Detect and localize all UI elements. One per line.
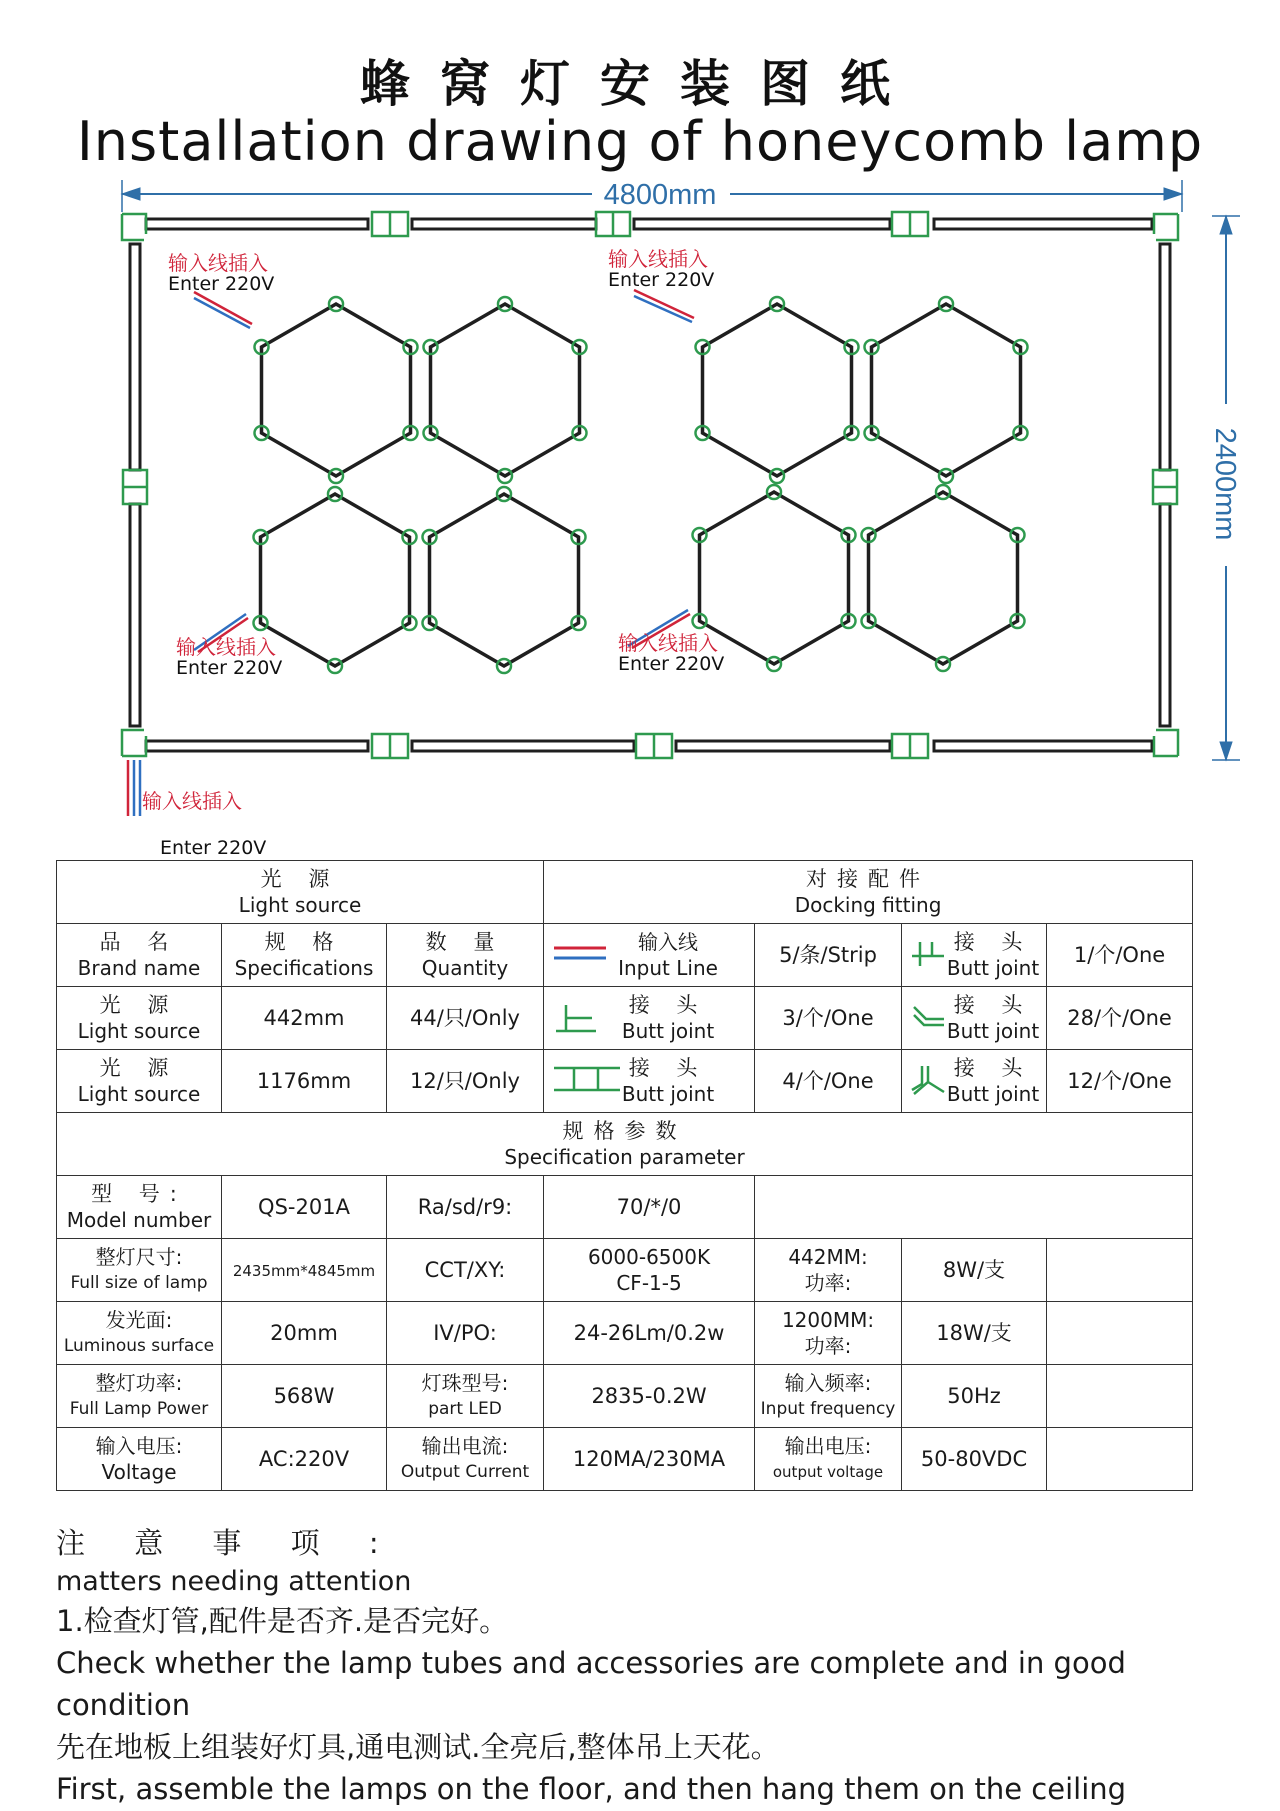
hexagon-lamp (431, 304, 580, 476)
full-lamp-power-value: 568W (222, 1365, 387, 1428)
output-current-label: 输出电流: Output Current (387, 1428, 544, 1491)
page-title-en: Installation drawing of honeycomb lamp (76, 110, 1204, 173)
empty-cell (755, 1176, 1193, 1239)
ra-label: Ra/sd/r9: (387, 1176, 544, 1239)
power-442-label: 442MM: 功率: (755, 1239, 902, 1302)
input-frequency-label: 输入频率: Input frequency (755, 1365, 902, 1428)
note-1-en-a: Check whether the lamp tubes and accessories are complete and in good (56, 1646, 1126, 1680)
full-size-label: 整灯尺寸: Full size of lamp (57, 1239, 222, 1302)
empty-cell (1047, 1302, 1193, 1365)
note-1-cn: 1.检查灯管,配件是否齐.是否完好。 (56, 1604, 509, 1638)
note-1-en-b: condition (56, 1688, 191, 1722)
butt-joint-t-icon (910, 938, 946, 968)
part-led-value: 2835-0.2W (544, 1365, 755, 1428)
fitting-joint-d-qty: 4/个/One (755, 1050, 902, 1113)
output-voltage-label: 输出电压: output voltage (755, 1428, 902, 1491)
hexagon-lamp (869, 492, 1018, 664)
notes-heading-en: matters needing attention (56, 1566, 412, 1597)
brand-name-header: 品 名 Brand name (57, 924, 222, 987)
empty-cell (1047, 1365, 1193, 1428)
luminous-surface-value: 20mm (222, 1302, 387, 1365)
butt-joint-straight-icon (552, 1064, 622, 1094)
cct-label: CCT/XY: (387, 1239, 544, 1302)
width-dimension-label: 4800mm (603, 179, 717, 211)
butt-joint-y-icon (910, 1001, 946, 1031)
empty-cell (1047, 1239, 1193, 1302)
fitting-joint-c-qty: 28/个/One (1047, 987, 1193, 1050)
light-source-row-2: 光 源 Light source (57, 1050, 222, 1113)
input-label-top-right: 输入线插入 Enter 220V (608, 247, 715, 291)
iv-value: 24-26Lm/0.2w (544, 1302, 755, 1365)
hexagon-lamp (261, 494, 410, 666)
fitting-joint-a: 接 头 Butt joint (902, 924, 1047, 987)
fitting-input-line-qty: 5/条/Strip (755, 924, 902, 987)
notes-section (56, 1522, 1236, 1810)
page-title-cn: 蜂窝灯安装图纸 (360, 55, 920, 113)
note-2-en: First, assemble the lamps on the floor, and then hang them on the ceiling (56, 1772, 1127, 1806)
voltage-label: 输入电压: Voltage (57, 1428, 222, 1491)
note-2-cn: 先在地板上组装好灯具,通电测试.全亮后,整体吊上天花。 (56, 1730, 780, 1764)
fitting-input-line: 输入线 Input Line (544, 924, 755, 987)
input-label-bottom-right: 输入线插入 Enter 220V (618, 631, 725, 675)
output-voltage-value: 50-80VDC (902, 1428, 1047, 1491)
hexagon-lamp (872, 304, 1021, 476)
fitting-joint-b-qty: 3/个/One (755, 987, 902, 1050)
docking-fitting-header: 对接配件 Docking fitting (544, 861, 1193, 924)
notes-heading: 注 意 事 项 : (56, 1526, 399, 1560)
full-size-value: 2435mm*4845mm (222, 1239, 387, 1302)
input-label-top-left: 输入线插入 Enter 220V (168, 251, 275, 295)
ra-value: 70/*/0 (544, 1176, 755, 1239)
hexagon-array (254, 297, 1028, 673)
light-source-row-2-spec: 1176mm (222, 1050, 387, 1113)
hexagon-lamp (262, 304, 411, 476)
input-label-bottom-left: 输入线插入 Enter 220V (176, 635, 283, 679)
butt-joint-3way-icon (910, 1064, 946, 1100)
power-1200-value: 18W/支 (902, 1302, 1047, 1365)
model-number-value: QS-201A (222, 1176, 387, 1239)
fitting-joint-d: 接 头 Butt joint (544, 1050, 755, 1113)
light-source-row-2-qty: 12/只/Only (387, 1050, 544, 1113)
butt-joint-t-icon (552, 1001, 600, 1041)
output-current-value: 120MA/230MA (544, 1428, 755, 1491)
height-dimension-label: 2400mm (1209, 427, 1241, 541)
light-source-row-1-qty: 44/只/Only (387, 987, 544, 1050)
input-label-frame-en: Enter 220V (160, 837, 267, 859)
light-source-row-1: 光 源 Light source (57, 987, 222, 1050)
full-lamp-power-label: 整灯功率: Full Lamp Power (57, 1365, 222, 1428)
iv-label: IV/PO: (387, 1302, 544, 1365)
spec-table (56, 860, 1193, 1491)
hexagon-lamp (430, 494, 579, 666)
light-source-header: 光 源 Light source (57, 861, 544, 924)
luminous-surface-label: 发光面: Luminous surface (57, 1302, 222, 1365)
fitting-joint-c: 接 头 Butt joint (902, 987, 1047, 1050)
power-1200-label: 1200MM: 功率: (755, 1302, 902, 1365)
light-source-row-1-spec: 442mm (222, 987, 387, 1050)
hexagon-lamp (703, 304, 852, 476)
spec-parameter-header: 规格参数 Specification parameter (57, 1113, 1193, 1176)
specifications-header: 规 格 Specifications (222, 924, 387, 987)
input-line-icon (552, 938, 608, 968)
fitting-joint-e-qty: 12/个/One (1047, 1050, 1193, 1113)
fitting-joint-b: 接 头 Butt joint (544, 987, 755, 1050)
input-label-frame: 输入线插入 (142, 789, 242, 813)
cct-value: 6000-6500K CF-1-5 (544, 1239, 755, 1302)
fitting-joint-e: 接 头 Butt joint (902, 1050, 1047, 1113)
empty-cell (1047, 1428, 1193, 1491)
power-442-value: 8W/支 (902, 1239, 1047, 1302)
voltage-value: AC:220V (222, 1428, 387, 1491)
part-led-label: 灯珠型号: part LED (387, 1365, 544, 1428)
input-frequency-value: 50Hz (902, 1365, 1047, 1428)
model-number-label: 型 号: Model number (57, 1176, 222, 1239)
fitting-joint-a-qty: 1/个/One (1047, 924, 1193, 987)
quantity-header: 数 量 Quantity (387, 924, 544, 987)
